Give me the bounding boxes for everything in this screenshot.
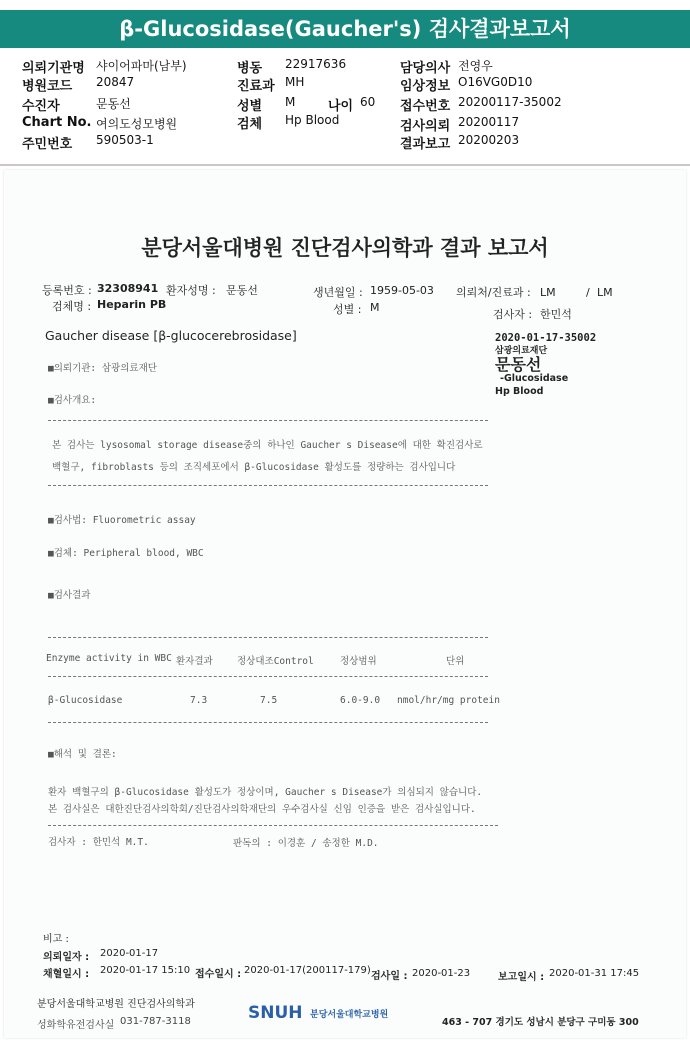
- value-specimen: Hp Blood: [285, 113, 340, 127]
- footer-phone: 031-787-3118: [120, 1016, 191, 1027]
- table-bottom-rule: [48, 722, 488, 723]
- value-clinical-info: O16VG0D10: [458, 75, 533, 89]
- snuh-logo-text: SNUH: [248, 1003, 303, 1023]
- receipt-datetime-label: 접수일시 :: [195, 969, 242, 980]
- receipt-datetime: 2020-01-17(200117-179): [244, 965, 371, 976]
- table-header-rule: [48, 676, 488, 677]
- tester: 한민석: [540, 308, 572, 321]
- value-doctor: 전영우: [458, 59, 493, 73]
- label-resident-no: 주민번호: [22, 137, 73, 152]
- value-department: MH: [285, 75, 305, 89]
- label-doctor: 담당의사: [400, 61, 451, 76]
- table-cell-unit: nmol/hr/mg protein: [397, 695, 500, 706]
- label-institution: 의뢰기관명: [22, 61, 85, 76]
- table-cell-control: 7.5: [260, 695, 278, 706]
- value-age: 60: [360, 95, 376, 109]
- draw-datetime: 2020-01-17 15:10: [100, 965, 191, 976]
- tester-label: 검사자 :: [493, 308, 533, 321]
- value-sex: M: [285, 95, 296, 109]
- report-datetime: 2020-01-31 17:45: [549, 968, 640, 979]
- label-clinical-info: 임상정보: [400, 79, 451, 94]
- label-hospital-code: 병원코드: [22, 79, 73, 94]
- scanned-report: [4, 170, 686, 1038]
- label-sex: 성별: [237, 99, 263, 114]
- overview-line-1: 본 검사는 lysosomal storage disease중의 하나인 Gaucher s Disease에 대한 확진검사로: [52, 440, 483, 451]
- stamp-institution: 삼광의료재단: [495, 346, 548, 356]
- value-resident-no: 590503-1: [96, 133, 154, 147]
- label-receipt-no: 접수번호: [400, 99, 451, 114]
- table-top-rule: [48, 637, 488, 638]
- label-chart-no: Chart No.: [22, 115, 92, 130]
- sex-label: 성별 :: [333, 303, 362, 316]
- value-chart-no: 여의도성모병원: [96, 117, 178, 131]
- table-cell-enzyme: β-Glucosidase: [48, 695, 123, 706]
- reg-no: 32308941: [97, 282, 159, 295]
- specimen-label: 검체명 :: [52, 300, 92, 313]
- reg-no-label: 등록번호 :: [42, 284, 92, 297]
- overview-line-2: 백혈구, fibroblasts 등의 조직세포에서 β-Glucosidase 활성도를 정량하는 검사입니다: [52, 462, 456, 473]
- dept-2: LM: [597, 286, 613, 299]
- pathologist: 판독의 : 이경훈 / 송정한 M.D.: [233, 838, 379, 849]
- report-title: β-Glucosidase(Gaucher's) 검사결과보고서: [119, 17, 571, 41]
- dob-label: 생년월일 :: [313, 286, 363, 299]
- requesting-institution: ■의뢰기관: 삼광의료재단: [48, 363, 157, 374]
- specimen-name: Heparin PB: [97, 298, 167, 311]
- table-header-patient-result: 환자결과: [176, 656, 213, 667]
- stamp-receipt-no: 2020-01-17-35002: [495, 332, 597, 344]
- table-cell-patient-result: 7.3: [190, 695, 208, 706]
- examiner: 검사자 : 한민석 M.T.: [48, 837, 149, 848]
- scan-report-title: 분당서울대병원 진단검사의학과 결과 보고서: [141, 236, 549, 260]
- footer-lab: 성화학유전검사실: [37, 1020, 115, 1031]
- value-patient: 문동선: [96, 97, 131, 111]
- label-patient: 수진자: [22, 99, 60, 114]
- request-date-label: 의뢰일자 :: [43, 952, 90, 963]
- label-result-report: 결과보고: [400, 137, 451, 152]
- test-method: ■검사법: Fluorometric assay: [48, 515, 196, 526]
- test-date: 2020-01-23: [412, 968, 471, 979]
- table-header-control: 정상대조Control: [237, 656, 314, 667]
- patient-name-label: 환자성명 :: [166, 284, 216, 297]
- label-ward: 병동: [237, 61, 263, 76]
- dept-label: 의뢰처/진료과 :: [456, 286, 531, 299]
- value-ward: 22917636: [285, 57, 347, 71]
- hospital-address: 463 - 707 경기도 성남시 분당구 구미동 300: [442, 1017, 639, 1028]
- divider-2: [48, 485, 488, 486]
- title-bar: [0, 10, 690, 48]
- interpretation-line-1: 환자 백혈구의 β-Glucosidase 활성도가 정상이며, Gaucher s Disease가 의심되지 않습니다.: [48, 787, 483, 798]
- footer-department: 분당서울대학교병원 진단검사의학과: [37, 999, 195, 1010]
- stamp-patient-name: 문동선: [495, 355, 542, 374]
- dept-1: LM: [540, 286, 556, 299]
- label-department: 진료과: [237, 79, 275, 94]
- report-datetime-label: 보고일시 :: [498, 972, 545, 983]
- request-date: 2020-01-17: [100, 948, 159, 959]
- table-header-unit: 단위: [446, 656, 465, 667]
- stamp-enzyme: -Glucosidase: [500, 373, 569, 384]
- table-cell-normal-range: 6.0-9.0: [340, 695, 381, 706]
- label-age: 나이: [328, 99, 354, 114]
- value-test-request: 20200117: [458, 115, 520, 129]
- value-result-report: 20200203: [458, 133, 520, 147]
- test-specimen: ■검체: Peripheral blood, WBC: [48, 548, 204, 559]
- draw-datetime-label: 채혈일시 :: [43, 969, 90, 980]
- overview-heading: ■검사개요:: [48, 395, 97, 406]
- snuh-logo-subtext: 분당서울대학교병원: [310, 1010, 389, 1020]
- table-header-enzyme: Enzyme activity in WBC: [46, 653, 172, 664]
- patient-name: 문동선: [226, 284, 258, 297]
- label-test-request: 검사의뢰: [400, 119, 451, 134]
- dob: 1959-05-03: [370, 284, 434, 297]
- label-specimen: 검체: [237, 117, 263, 132]
- divider-3: [48, 825, 498, 826]
- stamp-specimen: Hp Blood: [495, 386, 544, 397]
- snuh-logo: [248, 1003, 408, 1027]
- interpretation-line-2: 본 검사실은 대한진단검사의학회/진단검사의학재단의 우수검사실 신임 인증을 받은 검사실입니다.: [48, 804, 476, 815]
- value-institution: 샤이어파마(남부): [96, 59, 187, 73]
- result-heading: ■검사결과: [48, 590, 91, 601]
- test-name: Gaucher disease [β-glucocerebrosidase]: [45, 328, 297, 343]
- remarks-label: 비고 :: [43, 934, 69, 945]
- interpretation-heading: ■해석 및 결론:: [48, 749, 117, 760]
- dept-sep: /: [586, 286, 590, 299]
- value-hospital-code: 20847: [96, 75, 135, 89]
- test-date-label: 검사일 :: [371, 971, 408, 982]
- divider-1: [48, 420, 488, 421]
- sex: M: [370, 301, 380, 314]
- header-divider: [0, 164, 690, 166]
- value-receipt-no: 20200117-35002: [458, 95, 562, 109]
- table-header-normal-range: 정상범위: [340, 656, 377, 667]
